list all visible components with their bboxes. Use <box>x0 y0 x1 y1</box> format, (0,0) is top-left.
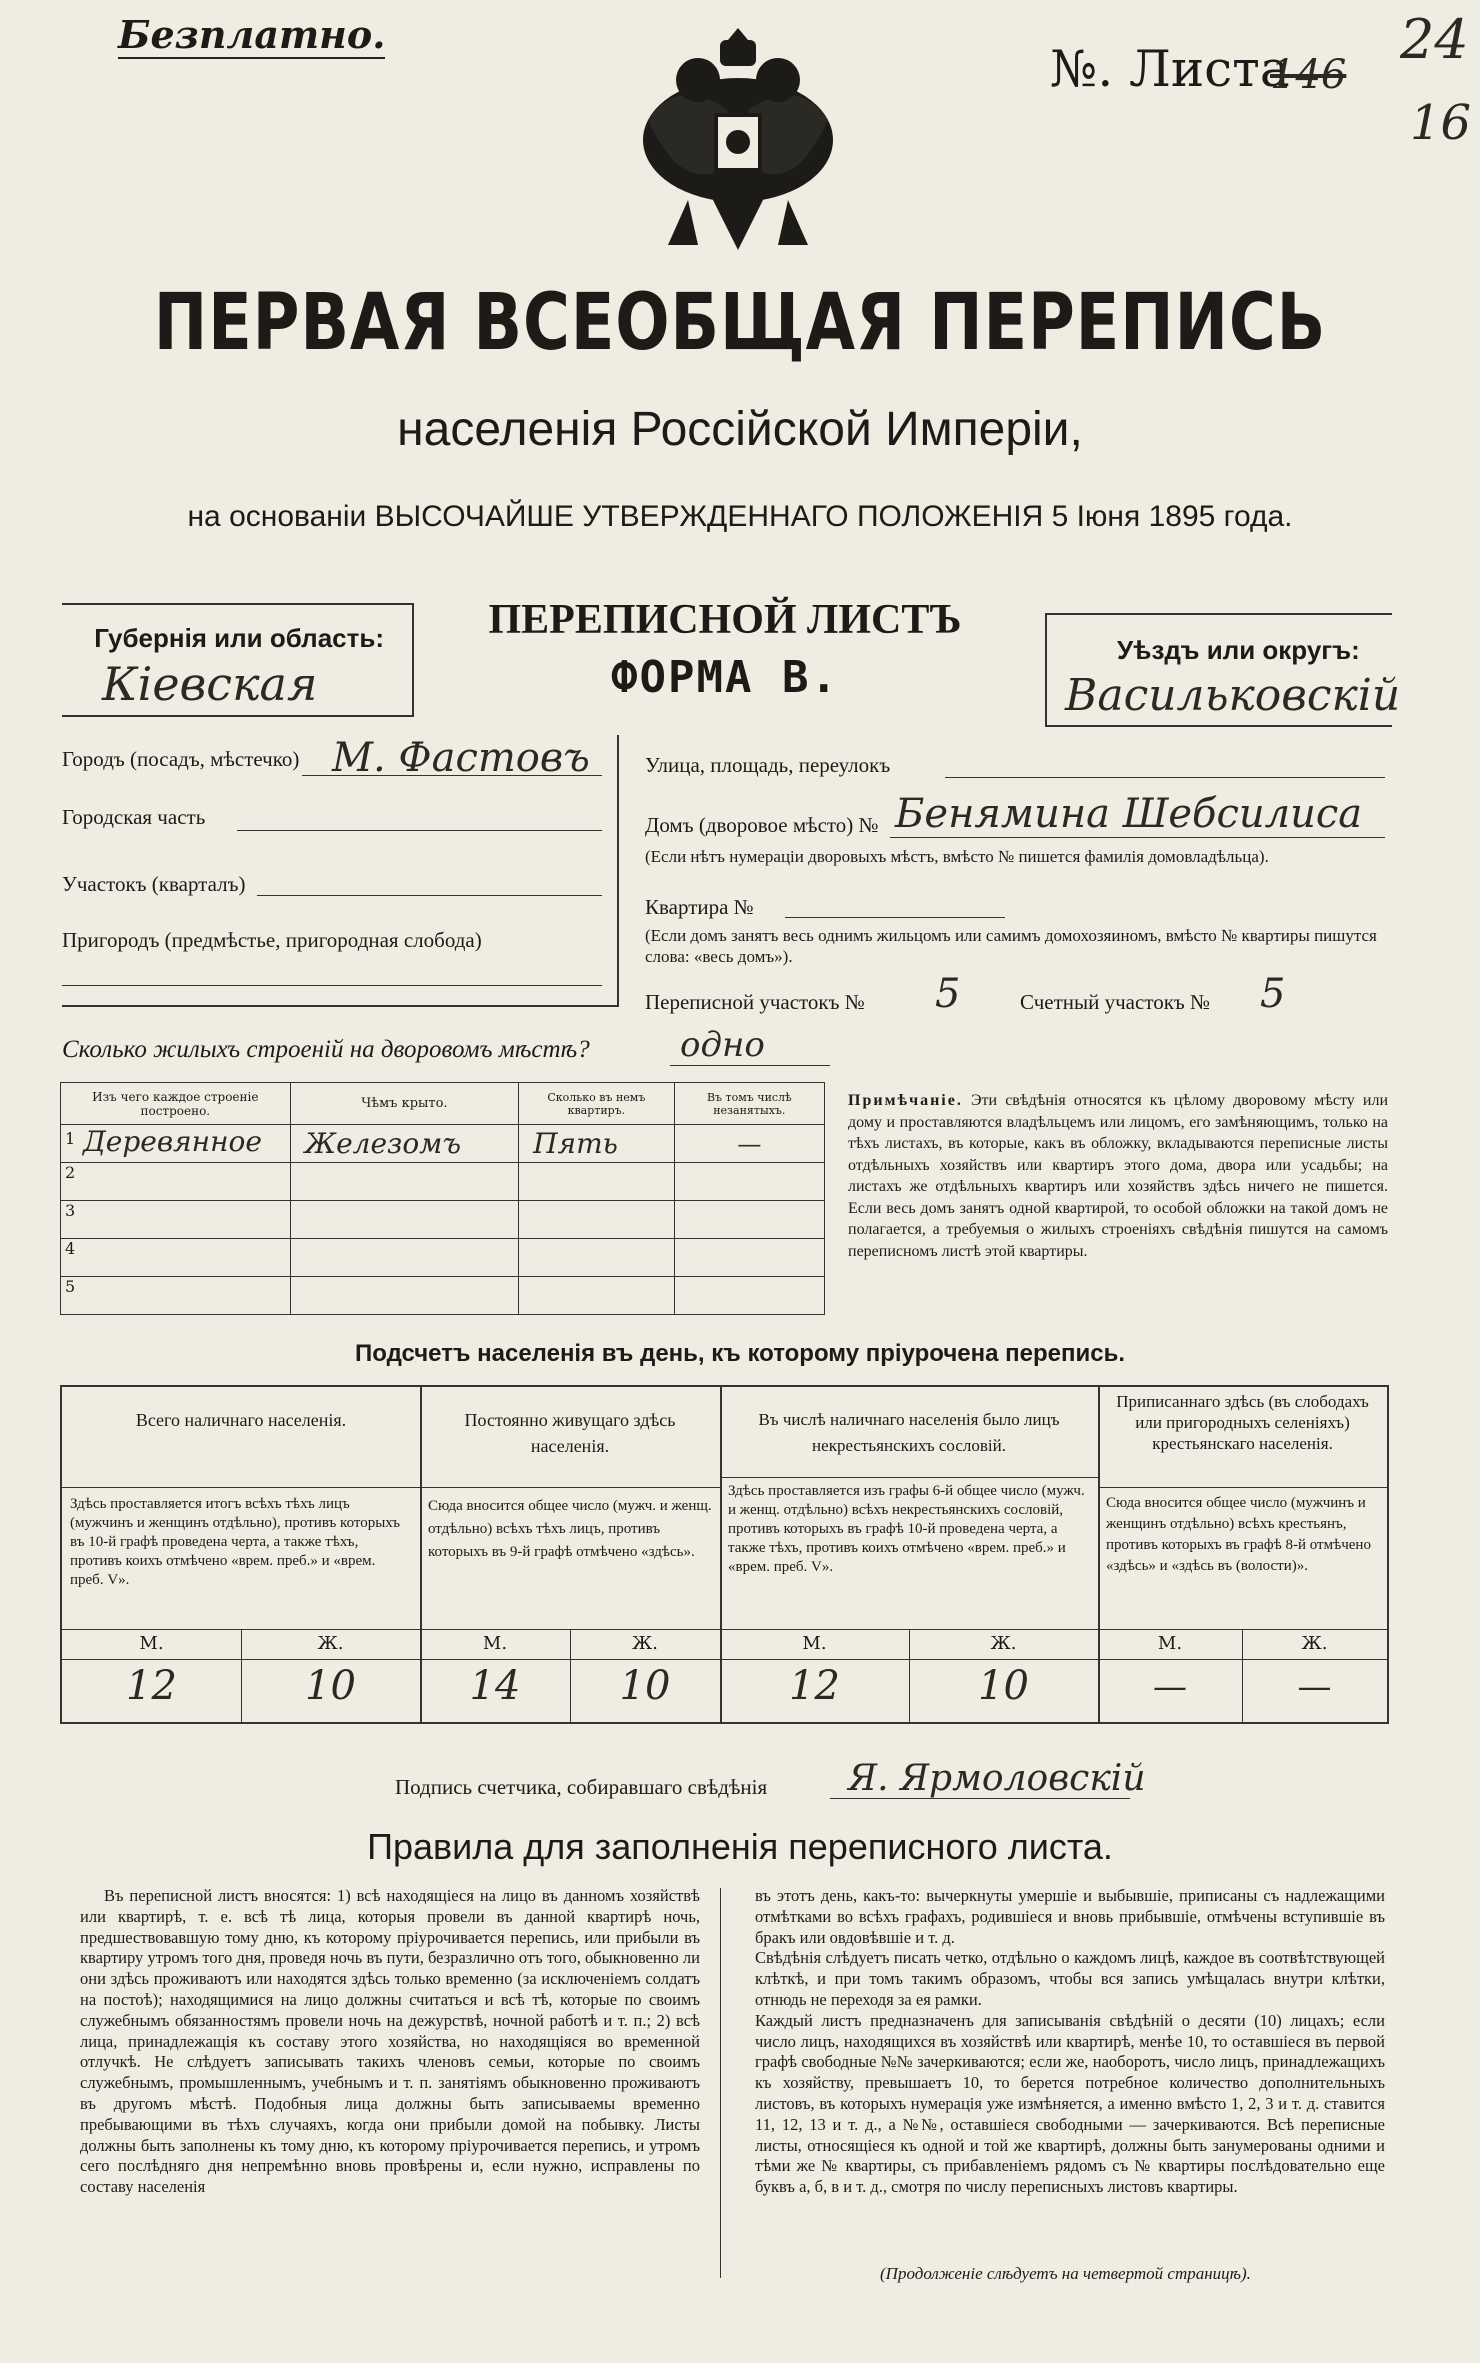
address-right <box>645 745 1395 1025</box>
buildings-table <box>60 1082 825 1315</box>
table-row <box>61 1125 825 1163</box>
census-district-label: Переписной участокъ № <box>645 990 865 1014</box>
buildings-header: Чѣмъ крыто. <box>290 1083 519 1125</box>
female-label: Ж. <box>1301 1633 1328 1654</box>
address-left <box>62 735 619 1007</box>
female-label: Ж. <box>990 1633 1017 1654</box>
note-lead: Примѣчаніе. <box>848 1092 963 1109</box>
population-column <box>62 1387 422 1722</box>
suburb-label: Пригородъ (предмѣстье, пригородная слобода) <box>62 928 482 952</box>
buildings-question: Сколько жилыхъ строеній на дворовомъ мѣстѣ? <box>62 1036 590 1063</box>
sheet-number-value: 146 <box>1270 52 1347 98</box>
city-value: М. Фастовъ <box>332 735 590 781</box>
column-header: Въ числѣ наличнаго населенія было лицъ некрестьянскихъ сословій. <box>758 1410 1060 1455</box>
population-table <box>60 1385 1389 1724</box>
male-label: М. <box>139 1633 164 1654</box>
female-count: 10 <box>305 1663 356 1709</box>
column-description: Здѣсь проставляется итогъ всѣхъ тѣхъ лицъ (мужчинъ и женщинъ отдѣльно), противъ которыхъ въ 10-й графѣ проведена черта, а также тѣхъ, противъ коихъ отмѣчено «врем. преб.» и «врем. преб. V». <box>70 1496 400 1588</box>
district-label: Уѣздъ или округъ: <box>1117 635 1360 665</box>
city-label: Городъ (посадъ, мѣстечко) <box>62 747 300 771</box>
female-count: 10 <box>978 1663 1029 1709</box>
apartment-note: (Если домъ занятъ весь однимъ жильцомъ или самимъ домохозяиномъ, вмѣсто № квартиры пишутся слова: «весь домъ»). <box>645 926 1377 966</box>
male-label: М. <box>1157 1633 1183 1654</box>
city-part-label: Городская часть <box>62 805 206 829</box>
female-count: 10 <box>619 1663 671 1709</box>
population-column <box>1098 1387 1387 1722</box>
sheet-title: ПЕРЕПИСНОЙ ЛИСТЪ <box>488 597 962 643</box>
province-label: Губернія или область: <box>94 623 384 653</box>
table-row: 2 <box>61 1163 825 1201</box>
legal-basis: на основаніи ВЫСОЧАЙШЕ УТВЕРЖДЕННАГО ПОЛОЖЕНІЯ 5 Іюня 1895 года. <box>187 500 1293 533</box>
buildings-answer: одно <box>680 1025 765 1065</box>
district-box <box>1045 613 1401 727</box>
archive-mark: 16 <box>1410 95 1472 151</box>
apartment-label: Квартира № <box>645 895 754 919</box>
form-title: ФОРМА В. <box>611 652 839 703</box>
street-label: Улица, площадь, переулокъ <box>645 753 891 777</box>
census-district-value: 5 <box>935 971 961 1017</box>
female-label: Ж. <box>317 1633 344 1654</box>
house-label: Домъ (дворовое мѣсто) № <box>645 813 879 837</box>
apartments-cell: Пять <box>519 1125 675 1163</box>
column-header: Приписаннаго здѣсь (въ слободахъ или пригородныхъ селеніяхъ) крестьянскаго населенія. <box>1116 1392 1369 1453</box>
column-description: Здѣсь проставляется изъ графы 6-й общее число (мужч. и женщ. отдѣльно) всѣхъ некрестьянскихъ сословій, противъ которыхъ въ графѣ 10-й проведена черта, а также тѣхъ, противъ коихъ отмѣчено «врем. преб.» и «врем. преб. V». <box>728 1483 1085 1575</box>
male-label: М. <box>482 1633 508 1654</box>
free-label: Безплатно. <box>118 12 386 57</box>
population-title: Подсчетъ населенія въ день, къ которому пріурочена перепись. <box>355 1340 1125 1367</box>
row-number: 1 <box>65 1129 76 1148</box>
rules-right-column: въ этотъ день, какъ-то: вычеркнуты умершіе и выбывшіе, приписаны съ надлежащими отмѣтками во всѣхъ графахъ, родившіеся и вновь прибывшіе, отмѣчены вступившіе въ бракъ или овдовѣвшіе и т. д. Свѣдѣнія слѣдуетъ писать четко, отдѣльно о каждомъ лицѣ, каждое въ соотвѣтствующей клѣткѣ, и при томъ такимъ образомъ, чтобы вся запись умѣщалась внутри клѣтки, отнюдь не переходя за ея рамки. Каждый листъ предназначенъ для записыванія свѣдѣній о десяти (10) лицахъ; если число лицъ, находящихся въ хозяйствѣ или квартирѣ, менѣе 10, то оставшіеся въ первой графѣ свободные №№ зачеркиваются; если же, наоборотъ, число лицъ, принадлежащихъ къ хозяйству, превышаетъ 10, то берется потребное количество дополнительныхъ листовъ, въ которыхъ нумерація уже измѣняется, а именно вмѣсто 1, 2, 3 и т. д. ставится 11, 12, 13 и т. д., а №№, оставшіеся свободными — зачеркиваются. Всѣ переписные листы, относящіеся къ одной и той же квартирѣ, должны быть занумерованы одними и тѣми же № квартиры, съ прибавленіемъ рядомъ съ № квартиры послѣдовательно еще буквъ а, б, в и т. д., смотря по числу переписныхъ листовъ квартиры. <box>755 1886 1385 2197</box>
column-description: Сюда вносится общее число (мужчинъ и женщинъ отдѣльно) всѣхъ крестьянъ, противъ которыхъ въ графѣ 8-й отмѣчено «здѣсь» и «здѣсь въ (волости)». <box>1106 1495 1371 1574</box>
column-header: Всего наличнаго населенія. <box>135 1410 347 1430</box>
counting-district-label: Счетный участокъ № <box>1020 990 1211 1014</box>
counting-district-value: 5 <box>1260 971 1286 1017</box>
page-subtitle: населенія Россійской Имперіи, <box>397 403 1083 456</box>
male-count: 12 <box>126 1663 177 1709</box>
column-header: Постоянно живущаго здѣсь населенія. <box>464 1410 676 1456</box>
archive-mark: 24 <box>1400 8 1469 71</box>
house-note: (Если нѣтъ нумераціи дворовыхъ мѣстъ, вмѣсто № пишется фамилія домовладѣльца). <box>645 847 1269 866</box>
population-column <box>420 1387 722 1722</box>
material-cell: Деревянное <box>83 1125 262 1158</box>
signature-label: Подпись счетчика, собиравшаго свѣдѣнія <box>395 1775 768 1799</box>
vacant-cell: — <box>674 1125 824 1163</box>
signature-value: Я. Ярмоловскій <box>848 1758 1146 1799</box>
male-count: 14 <box>469 1663 521 1709</box>
male-label: М. <box>802 1633 827 1654</box>
table-row: 4 <box>61 1239 825 1277</box>
column-description: Сюда вносится общее число (мужч. и женщ. отдѣльно) всѣхъ тѣхъ лицъ, противъ которыхъ въ 9-й графѣ отмѣчено «здѣсь». <box>428 1498 712 1560</box>
note-text: Эти свѣдѣнія относятся къ цѣлому дворовому мѣсту или дому и проставляются владѣльцемъ или лицомъ, его замѣняющимъ, только на тѣхъ листахъ, въ которые, какъ въ обложку, вкладываются переписные листы отдѣльныхъ хозяйствъ или квартиръ этого дома, двора или усадьбы; на листахъ же отдѣльныхъ квартиръ или хозяйствъ здѣсь ничего не пишется. Если весь домъ занятъ одной квартирой, то особой обложки на такой домъ не полагается, а требуемыя о жилыхъ строеніяхъ свѣдѣнія пишутся на самомъ переписномъ листѣ этой квартиры. <box>848 1092 1388 1260</box>
province-value: Кіевская <box>102 657 318 711</box>
coat-of-arms-icon <box>628 20 848 265</box>
female-label: Ж. <box>632 1633 658 1654</box>
precinct-label: Участокъ (кварталъ) <box>62 872 246 896</box>
rules-left-column: Въ переписной листъ вносятся: 1) всѣ находящіеся на лицо въ данномъ хозяйствѣ или квартирѣ, т. е. всѣ тѣ лица, которыя провели въ данной квартирѣ ночь, предшествовавшую тому дню, къ которому пріурочивается перепись, или прибыли въ квартиру утромъ того дня, проведя ночь въ пути, безразлично отъ того, обыкновенно ли они здѣсь проживаютъ или находятся здѣсь только временно (за исключеніемъ солдатъ на постоѣ); находящимися на лицо должны считаться и всѣ тѣ, которые по своимъ служебнымъ обязанностямъ провели ночь на дежурствѣ, ночной работѣ и т. п.; 2) всѣ лица, принадлежащія къ составу этого хозяйства, но находящіяся во временной отлучкѣ. Не слѣдуетъ записывать такихъ членовъ семьи, которые по своимъ служебнымъ, промышленнымъ, учебнымъ и т. п. занятіямъ обыкновенно проживаютъ въ другомъ мѣстѣ. Подобныя лица должны быть записываемы временно пребывающими въ тѣхъ случаяхъ, когда они прибыли домой на побывку. Листы должны быть заполнены къ тому дню, къ которому пріурочивается перепись, и утромъ сего послѣдняго дня непремѣнно вновь провѣрены и, если нужно, исправлены по составу населенія <box>80 1886 700 2197</box>
buildings-header: Сколько въ немъ квартиръ. <box>519 1083 675 1125</box>
buildings-header: Въ томъ числѣ незанятыхъ. <box>674 1083 824 1125</box>
rules-title: Правила для заполненія переписного листа. <box>367 1826 1113 1867</box>
sheet-number-label: №. Листа <box>1050 40 1290 98</box>
province-box <box>62 603 414 717</box>
house-value: Бенямина Шебсилиса <box>895 791 1363 837</box>
population-column <box>720 1387 1100 1722</box>
female-count: — <box>1297 1667 1332 1707</box>
male-count: 12 <box>789 1663 840 1709</box>
roof-cell: Железомъ <box>290 1125 519 1163</box>
note-block <box>848 1090 1388 1262</box>
male-count: — <box>1153 1667 1187 1707</box>
rules-continued-note: (Продолженіе слѣдуетъ на четвертой страницѣ). <box>880 2264 1251 2283</box>
district-value: Васильковскій <box>1065 670 1401 721</box>
page-title: ПЕРВАЯ ВСЕОБЩАЯ ПЕРЕПИСЬ <box>153 278 1327 368</box>
table-row: 3 <box>61 1201 825 1239</box>
buildings-header: Изъ чего каждое строеніе построено. <box>61 1083 291 1125</box>
table-row: 5 <box>61 1277 825 1315</box>
